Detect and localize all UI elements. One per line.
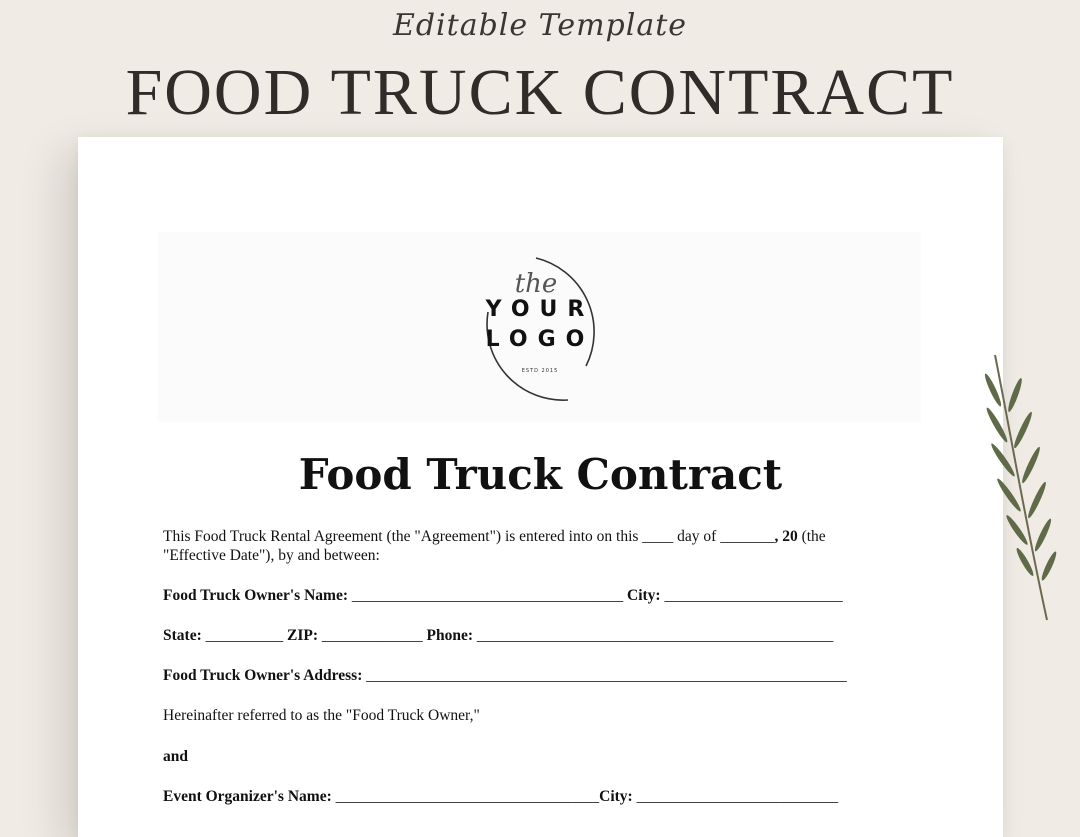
intro-line1-bold: , 20 bbox=[774, 528, 798, 545]
organizer-name-label: Event Organizer's Name: bbox=[163, 788, 332, 805]
logo-graphic bbox=[458, 242, 628, 412]
logo-estd: ESTD 2015 bbox=[521, 368, 559, 374]
organizer-city-field[interactable]: __________________________ bbox=[632, 788, 839, 805]
intro-line2: "Effective Date"), by and between: bbox=[163, 547, 380, 564]
intro-paragraph bbox=[163, 527, 826, 565]
logo-script-word: the bbox=[514, 269, 558, 299]
phone-label: Phone: bbox=[426, 627, 473, 644]
city-label: City: bbox=[627, 587, 661, 604]
logo-line2: LOGO bbox=[485, 327, 595, 352]
zip-field[interactable]: _____________ bbox=[318, 627, 427, 644]
logo-area bbox=[158, 232, 921, 422]
owner-name-label: Food Truck Owner's Name: bbox=[163, 587, 348, 604]
zip-label: ZIP: bbox=[287, 627, 318, 644]
state-zip-phone-row bbox=[163, 626, 833, 645]
and-text: and bbox=[163, 748, 188, 765]
organizer-name-row bbox=[163, 787, 838, 806]
owner-name-row bbox=[163, 586, 843, 605]
hereinafter-text: Hereinafter referred to as the "Food Truck Owner," bbox=[163, 707, 480, 724]
owner-address-field[interactable]: ______________________________________________________________ bbox=[362, 667, 847, 684]
document-page bbox=[78, 137, 1003, 837]
phone-field[interactable]: ______________________________________________ bbox=[473, 627, 834, 644]
intro-line1-end: (the bbox=[797, 528, 826, 545]
owner-address-row bbox=[163, 666, 847, 685]
organizer-name-field[interactable]: __________________________________ bbox=[331, 788, 600, 805]
document-title: Food Truck Contract bbox=[298, 450, 783, 499]
rosemary-sprig-decoration bbox=[975, 350, 1075, 630]
owner-name-field[interactable]: ___________________________________ bbox=[348, 587, 627, 604]
organizer-city-label: City: bbox=[599, 788, 633, 805]
city-field[interactable]: _______________________ bbox=[660, 587, 843, 604]
owner-address-label: Food Truck Owner's Address: bbox=[163, 667, 363, 684]
subtitle-script: Editable Template bbox=[392, 8, 688, 43]
intro-line1-start: This Food Truck Rental Agreement (the "Agreement") is entered into on this ____ day of _______ bbox=[163, 528, 775, 545]
state-label: State: bbox=[163, 627, 202, 644]
logo-line1: YOUR bbox=[485, 297, 595, 322]
main-title: FOOD TRUCK CONTRACT bbox=[125, 56, 955, 129]
state-field[interactable]: __________ bbox=[201, 627, 287, 644]
